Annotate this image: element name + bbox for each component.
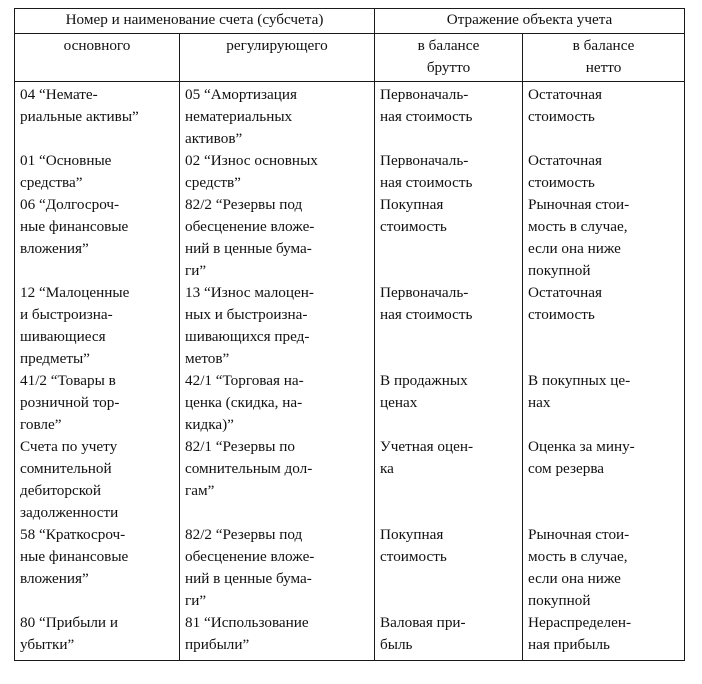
table-row xyxy=(15,194,685,282)
cell-regulating-account: 13 “Износ малоцен- ных и быстроизна- шивающихся пред- метов” xyxy=(180,282,375,370)
table-row xyxy=(15,150,685,194)
cell-balance-net: Оценка за мину- сом резерва xyxy=(523,436,685,524)
table-header xyxy=(15,9,685,82)
cell-regulating-account: 82/1 “Резервы по сомнительным дол- гам” xyxy=(180,436,375,524)
table-row xyxy=(15,436,685,524)
table-row xyxy=(15,612,685,661)
cell-balance-gross: Первоначаль- ная стоимость xyxy=(375,82,523,151)
cell-balance-net: Остаточная стоимость xyxy=(523,150,685,194)
header-balance-gross: в балансе брутто xyxy=(375,34,523,82)
header-account-group: Номер и наименование счета (субсчета) xyxy=(15,9,375,34)
table-row xyxy=(15,82,685,151)
cell-regulating-account: 82/2 “Резервы под обесценение вложе- ний в ценные бума- ги” xyxy=(180,194,375,282)
header-balance-net: в балансе нетто xyxy=(523,34,685,82)
cell-regulating-account: 05 “Амортизация нематериальных активов” xyxy=(180,82,375,151)
cell-balance-gross: Первоначаль- ная стоимость xyxy=(375,282,523,370)
header-regulating-account: регулирующего xyxy=(180,34,375,82)
cell-main-account: 04 “Немате- риальные активы” xyxy=(15,82,180,151)
header-reflection-group: Отражение объекта учета xyxy=(375,9,685,34)
cell-balance-gross: Первоначаль- ная стоимость xyxy=(375,150,523,194)
cell-main-account: 41/2 “Товары в розничной тор- говле” xyxy=(15,370,180,436)
document-page xyxy=(14,8,684,661)
cell-balance-net: Нераспределен- ная прибыль xyxy=(523,612,685,661)
cell-main-account: Счета по учету сомнительной дебиторской задолженности xyxy=(15,436,180,524)
table-row xyxy=(15,282,685,370)
cell-main-account: 58 “Краткосроч- ные финансовые вложения” xyxy=(15,524,180,612)
cell-balance-net: Остаточная стоимость xyxy=(523,82,685,151)
cell-balance-gross: Валовая при- быль xyxy=(375,612,523,661)
cell-balance-net: Остаточная стоимость xyxy=(523,282,685,370)
cell-balance-gross: Учетная оцен- ка xyxy=(375,436,523,524)
cell-main-account: 12 “Малоценные и быстроизна- шивающиеся предметы” xyxy=(15,282,180,370)
cell-balance-gross: Покупная стоимость xyxy=(375,194,523,282)
cell-main-account: 80 “Прибыли и убытки” xyxy=(15,612,180,661)
cell-regulating-account: 42/1 “Торговая на- ценка (скидка, на- кидка)” xyxy=(180,370,375,436)
table-body xyxy=(15,82,685,661)
cell-balance-gross: В продажных ценах xyxy=(375,370,523,436)
table-row xyxy=(15,370,685,436)
cell-regulating-account: 02 “Износ основных средств” xyxy=(180,150,375,194)
cell-main-account: 01 “Основные средства” xyxy=(15,150,180,194)
header-main-account: основного xyxy=(15,34,180,82)
cell-balance-net: Рыночная стои- мость в случае, если она ниже покупной xyxy=(523,194,685,282)
cell-regulating-account: 81 “Использование прибыли” xyxy=(180,612,375,661)
cell-balance-net: Рыночная стои- мость в случае, если она ниже покупной xyxy=(523,524,685,612)
cell-main-account: 06 “Долгосроч- ные финансовые вложения” xyxy=(15,194,180,282)
cell-regulating-account: 82/2 “Резервы под обесценение вложе- ний в ценные бума- ги” xyxy=(180,524,375,612)
accounts-table xyxy=(14,8,685,661)
table-row xyxy=(15,524,685,612)
cell-balance-gross: Покупная стоимость xyxy=(375,524,523,612)
cell-balance-net: В покупных це- нах xyxy=(523,370,685,436)
